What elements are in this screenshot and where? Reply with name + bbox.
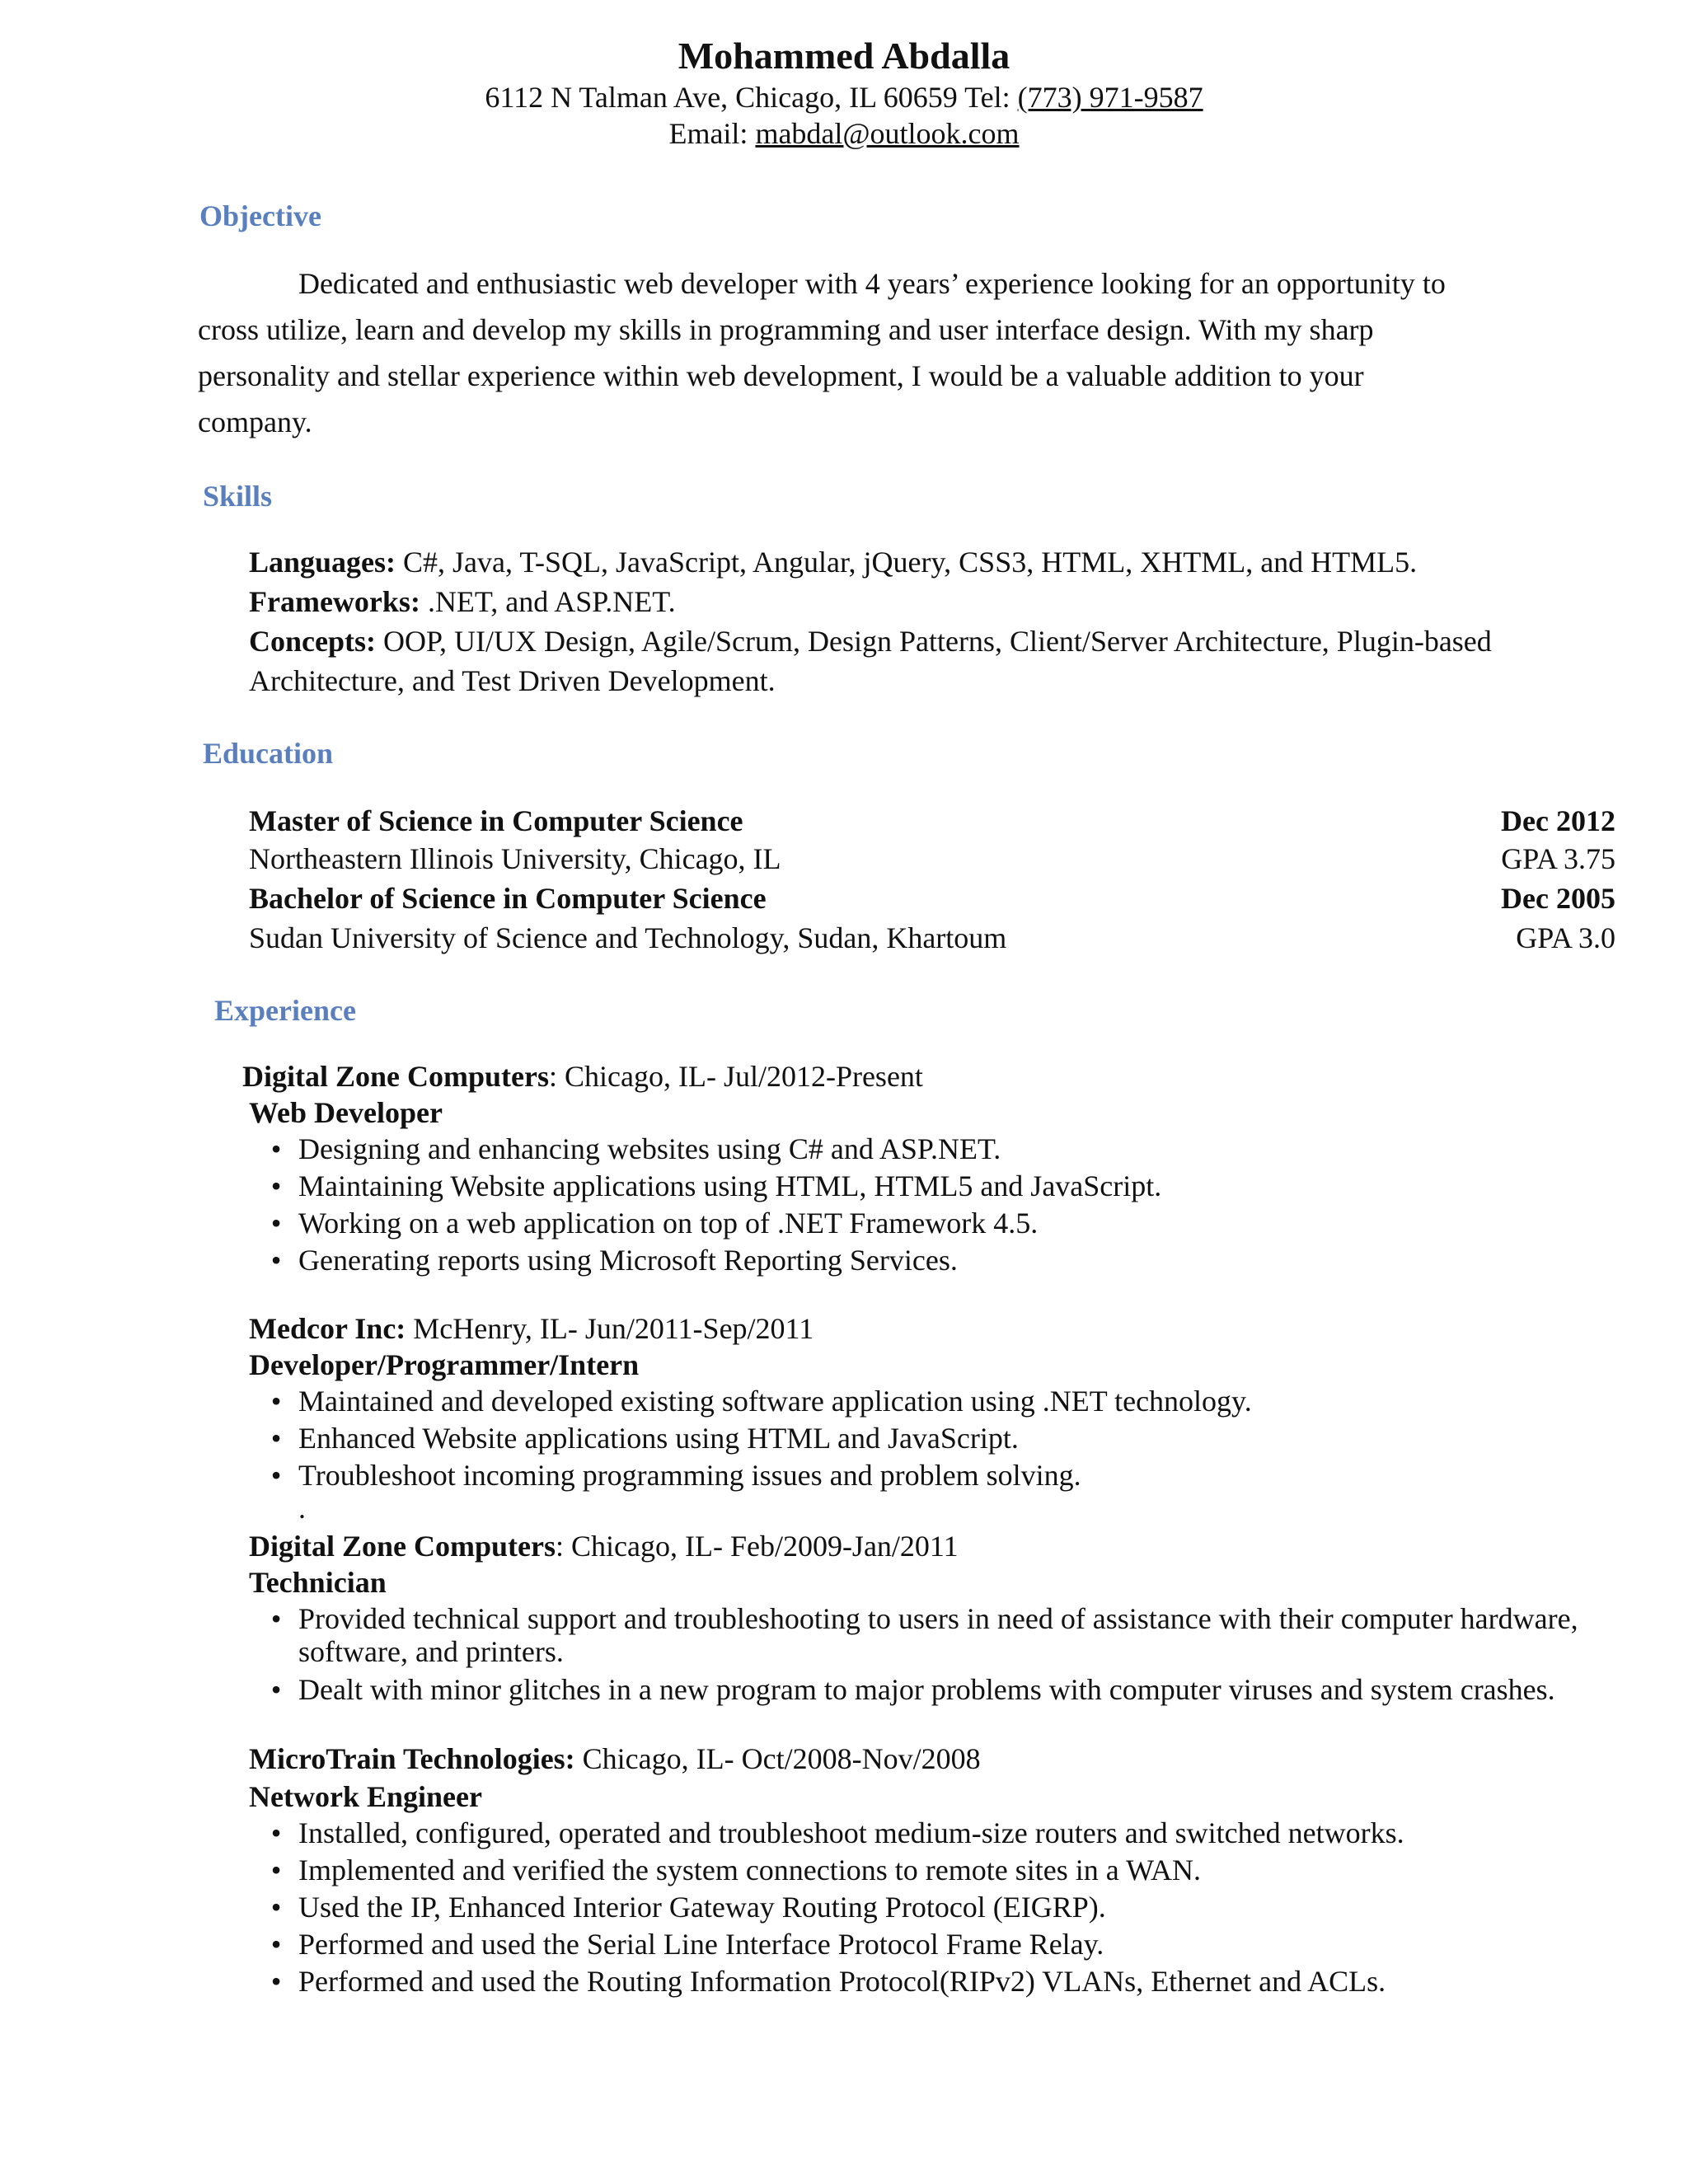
job-title: Network Engineer bbox=[249, 1780, 482, 1813]
job-company-line bbox=[249, 1741, 981, 1777]
resume-page: Mohammed Abdalla 6112 N Talman Ave, Chicago, IL 60659 Tel: (773) 971-9587 Email: mabdal@outlook.com Objective Dedicated and enthusiastic web developer with 4 years’ experience looking for an opportunity to cross utilize, learn and develop my skills in programming and user interface design. With my sharp personality and stellar experience within web development, I would be a valuable addition to your company. Skills Languages: C#, Java, T-SQL, JavaScript, Angular, jQuery, CSS3, HTML, XHTML, and HTML5. Frameworks: .NET, and ASP.NET. Concepts: OOP, UI/UX Design, Agile/Scrum, Design Patterns, Client/Server Architecture, Plugin-based Architecture, and Test Driven Development. Education Master of Science in Computer Science Dec 2012 Northeastern Illinois University, Chicago, IL GPA 3.75 Bachelor of Science in Computer Science Dec 2005 Sudan University of Science and Technology, Sudan, Khartoum GPA 3.0 Experience Digital Zone Computers: Chicago, IL- Jul/2012-Present Web Developer • Designing and enhancing websites using C# and ASP.NET. • Maintaining Website applications using HTML, HTML5 and JavaScript. • Working on a web application on top of .NET Framework 4.5. • Generating reports using Microsoft Reporting Services. Medcor Inc: McHenry, IL- Jun/2011-Sep/2011 Developer/Programmer/Intern • Maintained and developed existing software application using .NET technology. • Enhanced Website applications using HTML and JavaScript. • Troubleshoot incoming programming issues and problem solving. . Digital Zone Computers: Chicago, IL- Feb/2009-Jan/2011 Technician • Provided technical support and troubleshooting to users in need of assistance with their computer hardware, software, and printers. • Dealt with minor glitches in a new program to major problems with computer viruses and system crashes. MicroTrain Technologies: Chicago, IL- Oct/2008-Nov/2008 Network Engineer • Installed, configured, operated and troubleshoot medium-size routers and switched networks. • Implemented and verified the system connections to remote sites in a WAN. • Used the IP, Enhanced Interior Gateway Routing Protocol (EIGRP). • Performed and used the Serial Line Interface Protocol Frame Relay. • Performed and used the Routing Information Protocol(RIPv2) VLANs, Ethernet and ACLs. bbox=[0, 0, 1688, 2184]
job-details: : Chicago, IL- Feb/2009-Jan/2011 bbox=[556, 1530, 959, 1563]
education-degree: Master of Science in Computer Science bbox=[249, 804, 743, 837]
phone-link[interactable]: (773) 971-9587 bbox=[1017, 81, 1203, 114]
frameworks-value: .NET, and ASP.NET. bbox=[420, 585, 676, 618]
education-school: Sudan University of Science and Technology, Sudan, Khartoum bbox=[249, 921, 1007, 954]
education-school: Northeastern Illinois University, Chicago, IL bbox=[249, 842, 781, 875]
stray-period: . bbox=[298, 1492, 306, 1525]
job-title: Technician bbox=[249, 1566, 387, 1599]
objective-heading: Objective bbox=[199, 199, 321, 232]
objective-line-1: Dedicated and enthusiastic web developer with 4 years’ experience looking for an opportunity to bbox=[298, 267, 1446, 300]
concepts-label: Concepts: bbox=[249, 625, 376, 658]
job-company-line bbox=[249, 1528, 959, 1564]
job-company: Digital Zone Computers bbox=[249, 1530, 556, 1563]
skills-concepts bbox=[249, 623, 1492, 659]
job-details: : Chicago, IL- Jul/2012-Present bbox=[549, 1060, 923, 1093]
contact-email-line bbox=[0, 115, 1688, 152]
job-details: McHenry, IL- Jun/2011-Sep/2011 bbox=[406, 1312, 814, 1345]
job-bullet-continuation: software, and printers. bbox=[298, 1635, 564, 1668]
education-gpa: GPA 3.75 bbox=[1501, 842, 1615, 875]
languages-value: C#, Java, T-SQL, JavaScript, Angular, jQuery, CSS3, HTML, XHTML, and HTML5. bbox=[396, 546, 1418, 579]
address: 6112 N Talman Ave, Chicago, IL 60659 bbox=[485, 81, 958, 114]
job-company-line bbox=[249, 1310, 814, 1347]
job-title: Developer/Programmer/Intern bbox=[249, 1348, 640, 1381]
education-date: Dec 2012 bbox=[1501, 804, 1615, 837]
skills-concepts-cont: Architecture, and Test Driven Development. bbox=[249, 664, 776, 697]
email-link[interactable]: mabdal@outlook.com bbox=[755, 117, 1020, 150]
job-title: Web Developer bbox=[249, 1096, 443, 1129]
skills-frameworks bbox=[249, 583, 676, 620]
job-company-line bbox=[242, 1058, 923, 1094]
skills-languages bbox=[249, 544, 1417, 580]
candidate-name: Mohammed Abdalla bbox=[678, 35, 1010, 77]
objective-line-2: cross utilize, learn and develop my skills in programming and user interface design. With my sharp bbox=[198, 313, 1374, 346]
tel-label: Tel: bbox=[964, 81, 1010, 114]
education-heading: Education bbox=[203, 737, 334, 770]
job-details: Chicago, IL- Oct/2008-Nov/2008 bbox=[574, 1742, 981, 1775]
education-date: Dec 2005 bbox=[1501, 882, 1615, 915]
experience-heading: Experience bbox=[214, 994, 356, 1027]
education-gpa: GPA 3.0 bbox=[1516, 921, 1615, 954]
languages-label: Languages: bbox=[249, 546, 396, 579]
frameworks-label: Frameworks: bbox=[249, 585, 420, 618]
objective-line-3: personality and stellar experience within web development, I would be a valuable addition to your bbox=[198, 359, 1364, 392]
job-company: MicroTrain Technologies: bbox=[249, 1742, 575, 1775]
job-company: Medcor Inc: bbox=[249, 1312, 406, 1345]
objective-line-4: company. bbox=[198, 405, 312, 438]
contact-address-line bbox=[0, 79, 1688, 115]
education-degree: Bachelor of Science in Computer Science bbox=[249, 882, 767, 915]
skills-heading: Skills bbox=[203, 480, 273, 513]
concepts-value: OOP, UI/UX Design, Agile/Scrum, Design Patterns, Client/Server Architecture, Plugin-based bbox=[375, 625, 1492, 658]
job-company: Digital Zone Computers bbox=[242, 1060, 549, 1093]
email-label: Email: bbox=[668, 117, 748, 150]
